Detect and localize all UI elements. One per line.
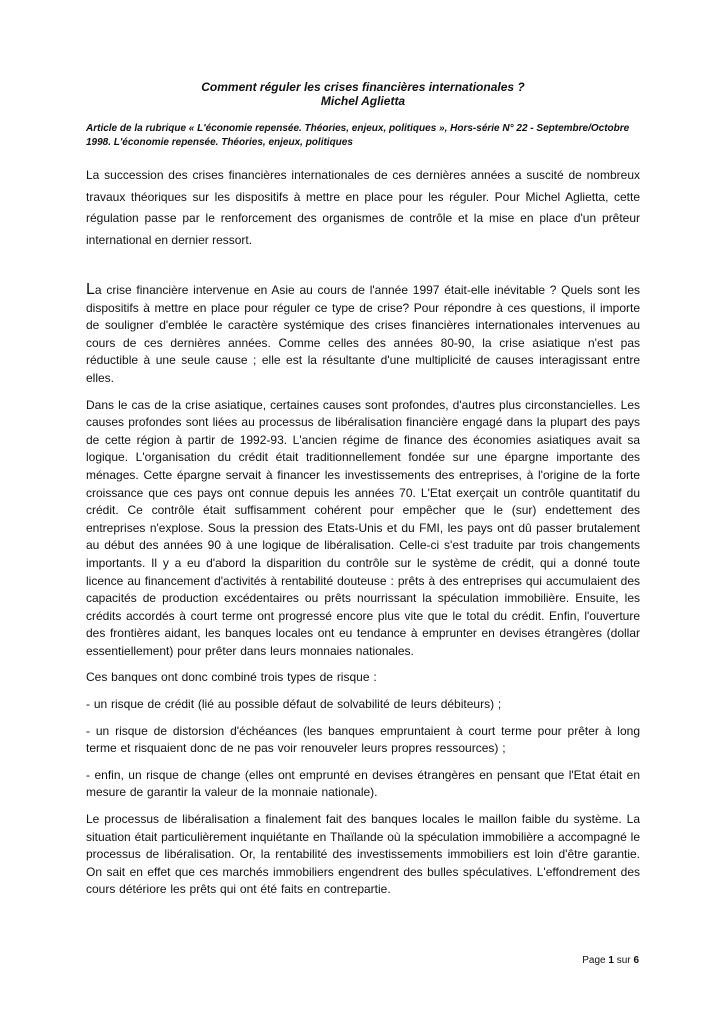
- risk-list-item: - enfin, un risque de change (elles ont emprunté en devises étrangères en pensant que l'Etat était en mesure de garantir la valeur de la monnaie nationale).: [86, 767, 640, 800]
- document-header: [86, 80, 640, 108]
- article-author: Michel Aglietta: [320, 94, 406, 108]
- risk-list-item: - un risque de distorsion d'échéances (les banques empruntaient à court terme pour prêter à long terme et risquaient donc de ne pas voir renouveler leurs propres ressources) ;: [86, 723, 640, 756]
- total-page-number: 6: [633, 955, 639, 966]
- page-label: Page: [582, 955, 606, 966]
- page-separator: sur: [616, 955, 631, 966]
- body-paragraph: Ces banques ont donc combiné trois types de risque :: [86, 670, 377, 685]
- article-title: Comment réguler les crises financières internationales ?: [201, 80, 525, 94]
- article-body: [86, 281, 640, 899]
- current-page-number: 1: [608, 955, 614, 966]
- abstract-paragraph: La succession des crises financières internationales de ces dernières années a suscité de nombreux travaux théoriques sur les dispositifs à mettre en place pour les réguler. Pour Michel Aglietta, cette régulation passe par le renforcement des organismes de contrôle et la mise en place d'un prêteur international en dernier ressort.: [86, 168, 640, 247]
- body-paragraph: La crise financière intervenue en Asie au cours de l'année 1997 était-elle inévitable ? Quels sont les dispositifs à mettre en place pour réguler ce type de crise? Pour répondre à ces questions, il importe de souligner d'emblée le caractère systémique des crises financières internationales intervenues au cours de ces dernières années. Comme celles des années 80-90, la crise asiatique n'est pas réductible à une seule cause ; elle est la résultante d'une multiplicité de causes interagissant entre elles.: [86, 281, 640, 385]
- body-paragraph: Le processus de libéralisation a finalement fait des banques locales le maillon faible du système. La situation était particulièrement inquiétante en Thaïlande où la spéculation immobilière a accompagné le processus de libéralisation. Or, la rentabilité des investissements immobiliers est loin d'être garantie. On sait en effet que ces marchés immobiliers engendrent des bulles spéculatives. L'effondrement des cours détériore les prêts qui ont été faits en contrepartie.: [86, 812, 640, 897]
- source-note: Article de la rubrique « L'économie repensée. Théories, enjeux, politiques », Hors-série N° 22 - Septembre/Octobre 1998. L'économie repensée. Théories, enjeux, politiques: [86, 123, 630, 148]
- risk-list-item: - un risque de crédit (lié au possible défaut de solvabilité de leurs débiteurs) ;: [86, 697, 502, 712]
- page-footer: [582, 955, 639, 966]
- body-paragraph: Dans le cas de la crise asiatique, certaines causes sont profondes, d'autres plus circonstancielles. Les causes profondes sont liées au processus de libéralisation financière engagé dans la plupart des pays de cette région à partir de 1992-93. L'ancien régime de finance des économies asiatiques avait sa logique. L'organisation du crédit était traditionnellement fondée sur une épargne importante des ménages. Cette épargne servait à financer les investissements des entreprises, à l'origine de la forte croissance que ces pays ont connue depuis les années 70. L'Etat exerçait un contrôle quantitatif du crédit. Ce contrôle était suffisamment cohérent pour empêcher que le (sur) endettement des entreprises n'explose. Sous la pression des Etats-Unis et du FMI, les pays ont dû passer brutalement au début des années 90 à une logique de libéralisation. Celle-ci s'est traduite par trois changements importants. Il y a eu d'abord la disparition du contrôle sur le système de crédit, qui a donné toute licence au financement d'activités à rentabilité douteuse : prêts à des entreprises qui accumulaient des capacités de production excédentaires ou prêts nourrissant la spéculation immobilière. Ensuite, les crédits accordés à court terme ont progressé encore plus vite que le total du crédit. Enfin, l'ouverture des frontières aidant, les banques locales ont eu tendance à emprunter en devises étrangères (dollar essentiellement) pour prêter dans leurs monnaies nationales.: [86, 397, 640, 658]
